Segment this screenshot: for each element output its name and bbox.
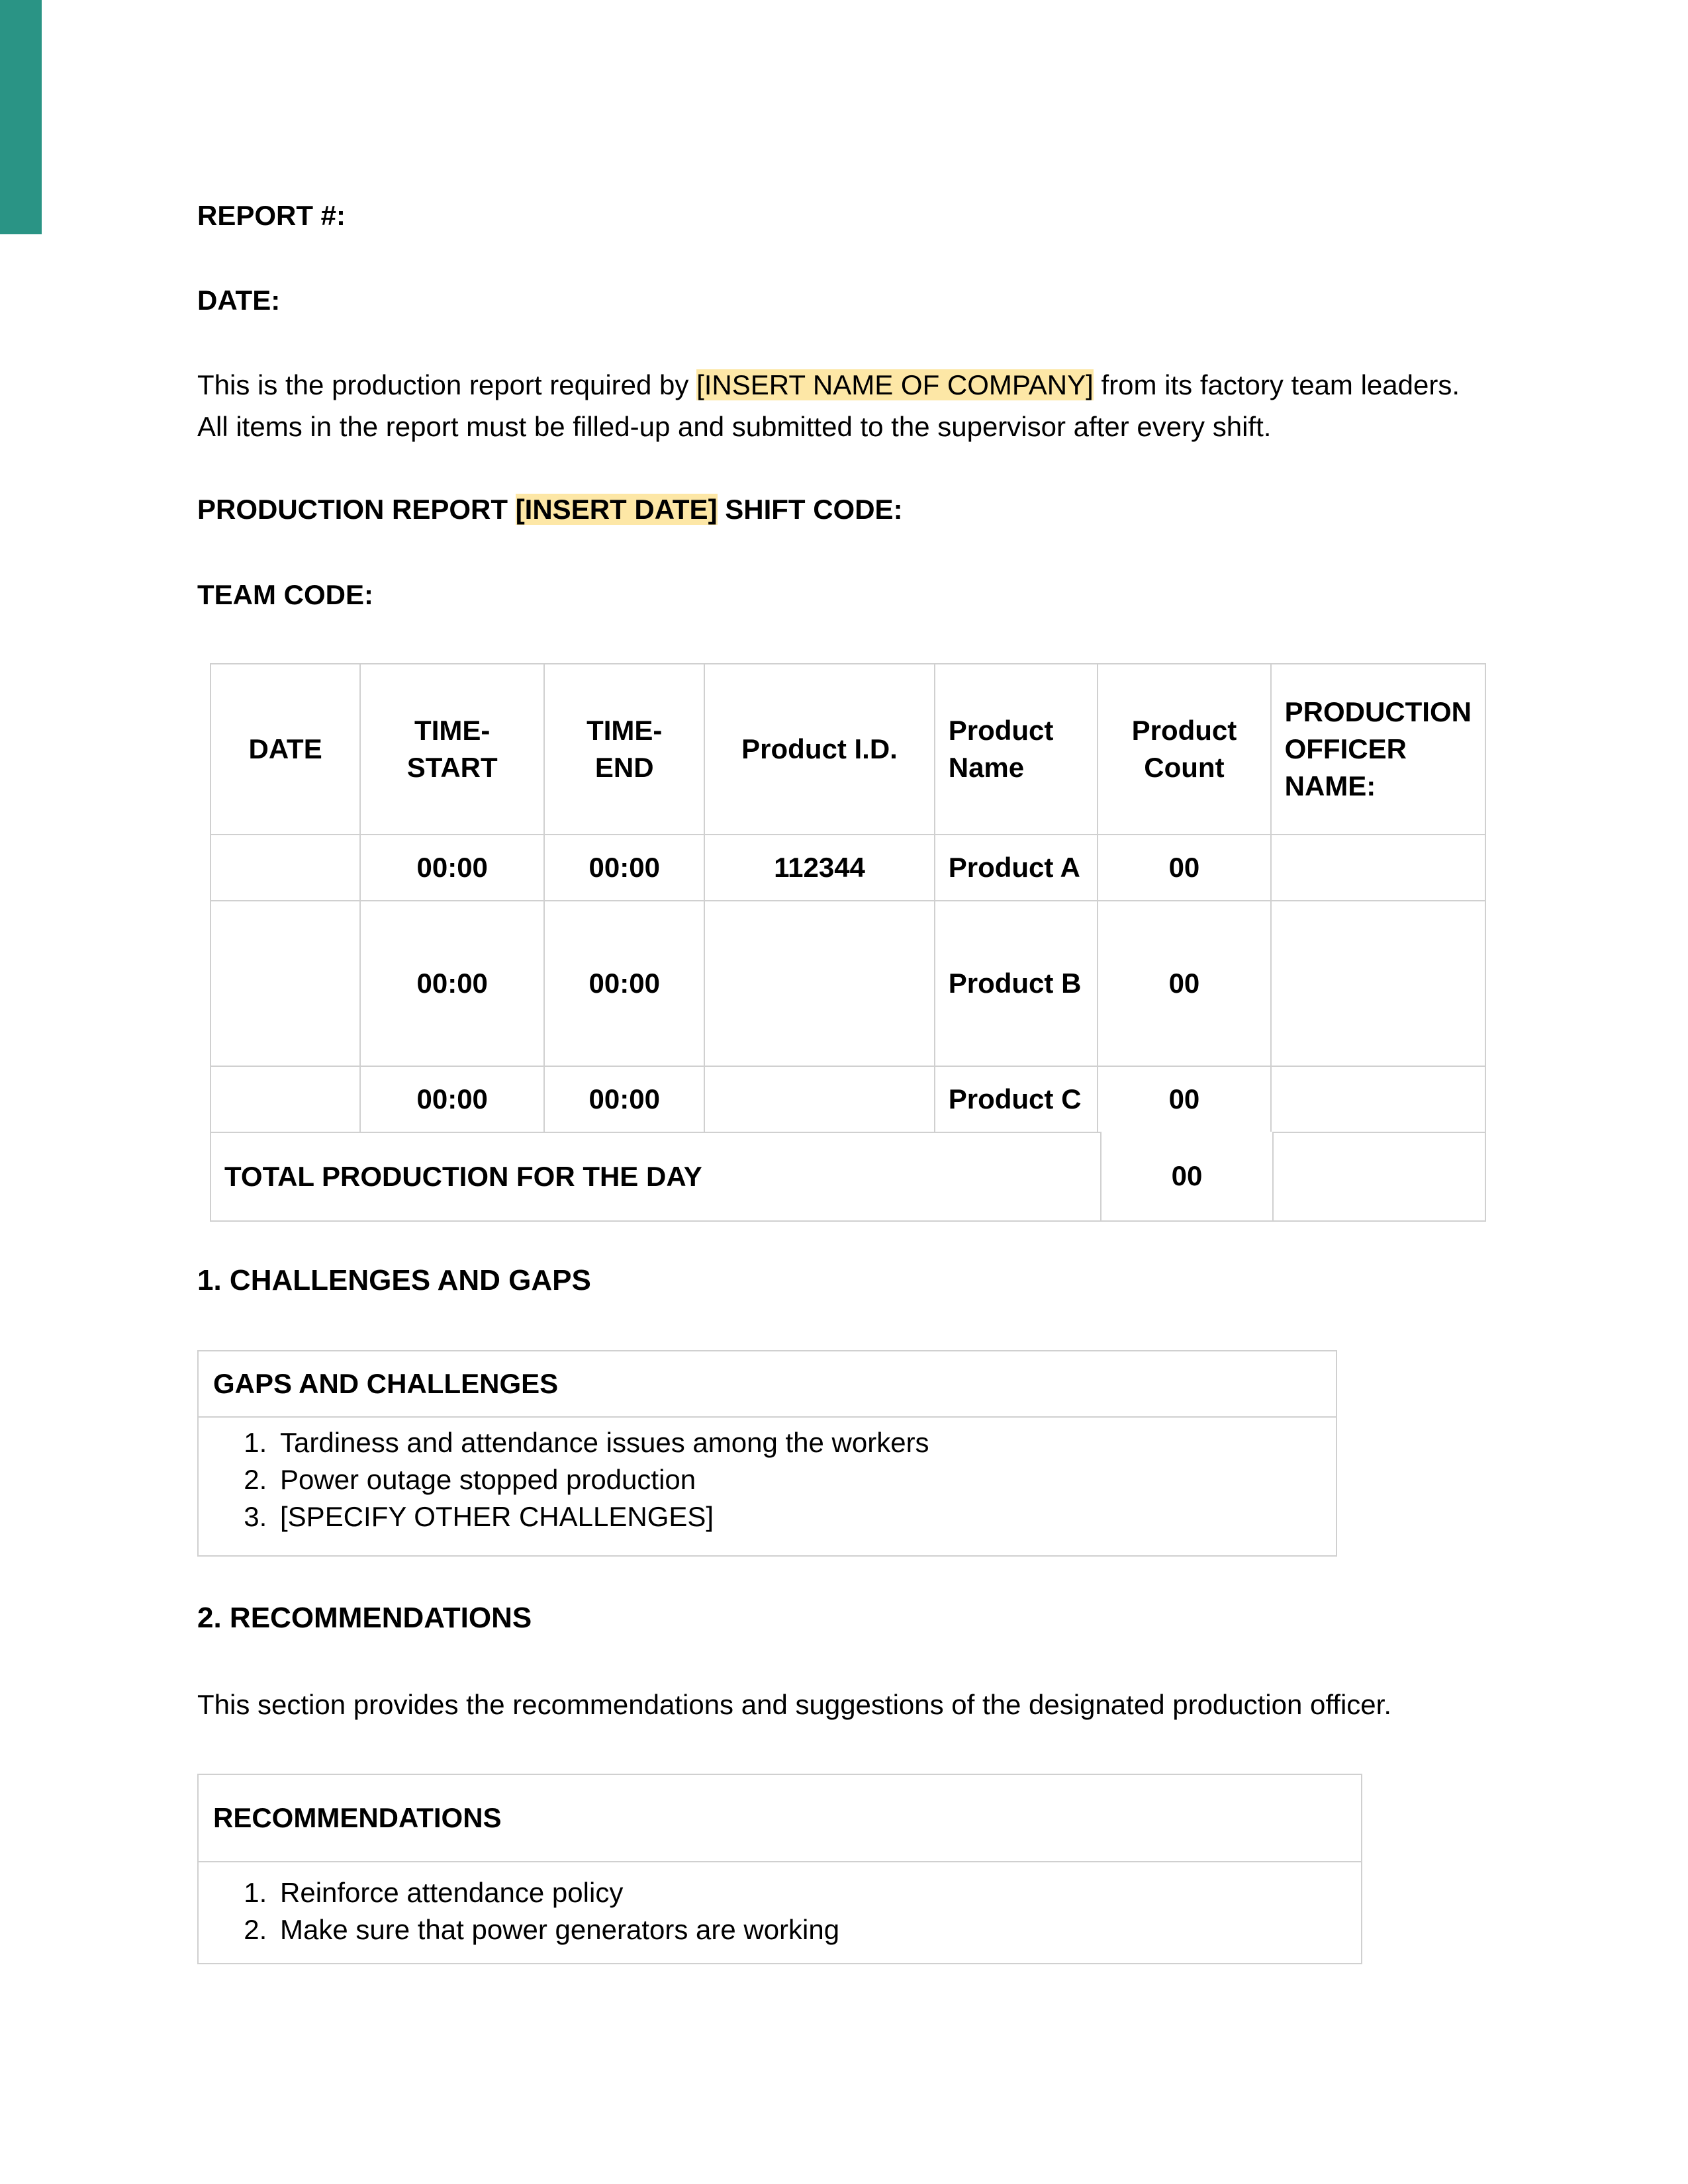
date-label: DATE:: [197, 285, 281, 316]
accent-bar: [0, 0, 42, 234]
header-date: DATE: [211, 664, 360, 835]
cell-product-count: 00: [1098, 1066, 1270, 1132]
report-number-label: REPORT #:: [197, 200, 346, 231]
cell-officer-name: [1271, 901, 1485, 1066]
recommendations-box: [197, 1774, 1362, 1964]
challenges-list: [199, 1418, 1336, 1535]
cell-product-name: Product B: [935, 901, 1098, 1066]
production-report-label: PRODUCTION REPORT: [197, 494, 516, 525]
table-total-row: [211, 1132, 1485, 1221]
header-officer-name: PRODUCTION OFFICER NAME:: [1271, 664, 1485, 835]
table-header-row: [211, 664, 1485, 835]
cell-time-end: 00:00: [544, 835, 704, 901]
cell-product-id: 112344: [704, 835, 934, 901]
list-item: 1. Reinforce attendance policy: [275, 1874, 1361, 1911]
cell-officer-name: [1271, 835, 1485, 901]
list-item: 3. [SPECIFY OTHER CHALLENGES]: [275, 1498, 1336, 1535]
cell-product-count: 00: [1098, 901, 1270, 1066]
table-row: [211, 901, 1485, 1066]
cell-date: [211, 835, 360, 901]
total-count: 00: [1100, 1132, 1274, 1220]
cell-product-name: Product A: [935, 835, 1098, 901]
challenges-box-title: GAPS AND CHALLENGES: [199, 1351, 1336, 1418]
recommendations-box-title: RECOMMENDATIONS: [199, 1775, 1361, 1862]
table-row: [211, 1066, 1485, 1132]
shift-code-label: SHIFT CODE:: [717, 494, 903, 525]
cell-product-id: [704, 901, 934, 1066]
section-recommendations-heading: 2. RECOMMENDATIONS: [197, 1602, 532, 1634]
list-item: 2. Make sure that power generators are working: [275, 1911, 1361, 1948]
cell-officer-name: [1271, 1066, 1485, 1132]
cell-product-name: Product C: [935, 1066, 1098, 1132]
total-officer: [1271, 1132, 1485, 1221]
team-code-label: TEAM CODE:: [197, 579, 373, 610]
production-table: [210, 663, 1486, 1222]
cell-time-start: 00:00: [360, 901, 544, 1066]
challenges-box: [197, 1350, 1337, 1557]
company-name-placeholder: [INSERT NAME OF COMPANY]: [696, 369, 1094, 400]
cell-product-count: 00: [1098, 835, 1270, 901]
header-time-start: TIME- START: [360, 664, 544, 835]
total-label: TOTAL PRODUCTION FOR THE DAY: [211, 1132, 1271, 1221]
header-product-name: Product Name: [935, 664, 1098, 835]
header-product-count: Product Count: [1098, 664, 1270, 835]
cell-time-start: 00:00: [360, 1066, 544, 1132]
list-item: 2. Power outage stopped production: [275, 1461, 1336, 1498]
cell-product-id: [704, 1066, 934, 1132]
recommendations-description: This section provides the recommendations and suggestions of the designated production officer.: [197, 1689, 1391, 1720]
header-time-end: TIME- END: [544, 664, 704, 835]
recommendations-list: [199, 1862, 1361, 1948]
date-placeholder: [INSERT DATE]: [515, 494, 718, 525]
production-report-line: [197, 494, 903, 525]
intro-text-before: This is the production report required by: [197, 369, 697, 400]
cell-time-end: 00:00: [544, 901, 704, 1066]
header-product-id: Product I.D.: [704, 664, 934, 835]
cell-time-start: 00:00: [360, 835, 544, 901]
table-row: [211, 835, 1485, 901]
intro-paragraph: [197, 364, 1495, 447]
list-item: 1. Tardiness and attendance issues among the workers: [275, 1424, 1336, 1461]
cell-time-end: 00:00: [544, 1066, 704, 1132]
cell-date: [211, 901, 360, 1066]
intro-text-after: from its factory team leaders. All items in the report must be filled-up and submitted to the supervisor after every shift.: [197, 369, 1460, 442]
cell-date: [211, 1066, 360, 1132]
section-challenges-heading: 1. CHALLENGES AND GAPS: [197, 1264, 591, 1297]
